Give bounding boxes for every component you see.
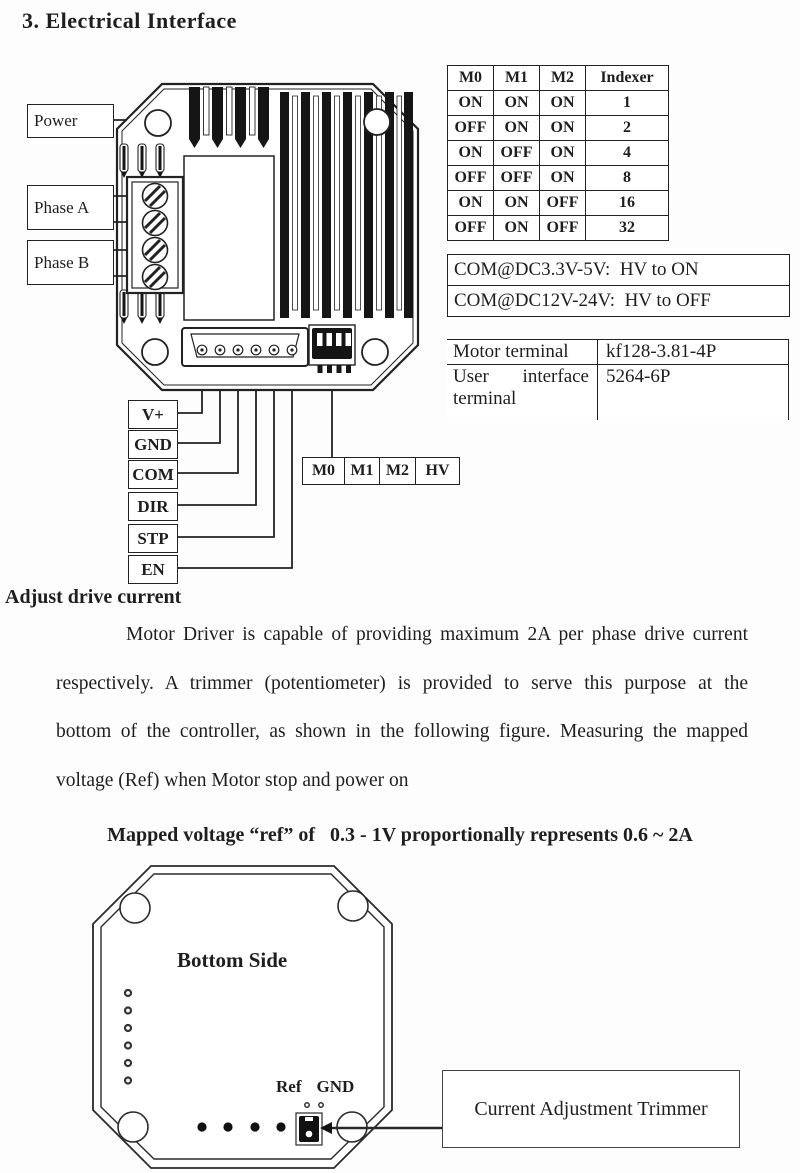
jumper-strip xyxy=(302,457,460,485)
indexer-cell: ON xyxy=(448,191,494,216)
user-interface-connector xyxy=(182,328,308,366)
terminal-type-table xyxy=(447,339,789,420)
indexer-cell: ON xyxy=(540,91,586,116)
ref-label: Ref xyxy=(276,1077,302,1096)
indexer-header-indexer: Indexer xyxy=(586,66,669,91)
trimmer-callout-box xyxy=(442,1070,740,1148)
indexer-cell: 2 xyxy=(586,116,669,141)
indexer-cell: 1 xyxy=(586,91,669,116)
indexer-cell: 16 xyxy=(586,191,669,216)
indexer-cell: OFF xyxy=(540,216,586,241)
body-paragraph xyxy=(56,624,748,818)
gnd-label: GND xyxy=(316,1077,355,1096)
pin-label-gnd: GND xyxy=(128,430,178,459)
indexer-cell: ON xyxy=(540,116,586,141)
paragraph-line: bottom of the controller, as shown in the following figure. Measuring the mapped xyxy=(56,721,748,742)
paragraph-line: respectively. A trimmer (potentiometer) is provided to serve this purpose at the xyxy=(56,672,748,694)
page-title: 3. Electrical Interface xyxy=(22,8,237,33)
jumper-cell-m2: M2 xyxy=(379,458,415,484)
paragraph-line: Motor Driver is capable of providing maximum 2A per phase drive current xyxy=(126,624,748,645)
indexer-header-m2: M2 xyxy=(540,66,586,91)
motor-terminal-block xyxy=(127,177,183,293)
indexer-cell: OFF xyxy=(448,216,494,241)
mapped-voltage-note: Mapped voltage “ref” of 0.3 - 1V proportionally represents 0.6 ~ 2A xyxy=(107,824,693,846)
terminal-row-motor xyxy=(447,340,788,365)
power-callout xyxy=(27,104,114,138)
indexer-row xyxy=(448,116,669,141)
pin-label-en: EN xyxy=(128,555,178,584)
indexer-cell: OFF xyxy=(494,141,540,166)
indexer-cell: ON xyxy=(494,91,540,116)
jumper-cell-hv: HV xyxy=(415,458,459,484)
bottom-side-label: Bottom Side xyxy=(177,948,288,972)
indexer-header-m1: M1 xyxy=(494,66,540,91)
indexer-row xyxy=(448,91,669,116)
terminal-value-motor: kf128-3.81-4P xyxy=(597,340,788,364)
terminal-value-user-interface: 5264-6P xyxy=(597,365,788,420)
indexer-cell: ON xyxy=(540,166,586,191)
indexer-cell: ON xyxy=(494,191,540,216)
com-voltage-table xyxy=(447,254,790,317)
pcb-area xyxy=(184,156,274,320)
indexer-cell: OFF xyxy=(448,116,494,141)
phase-a-label: Phase A xyxy=(34,197,90,217)
indexer-row xyxy=(448,141,669,166)
trimmer-callout-label: Current Adjustment Trimmer xyxy=(474,1097,708,1120)
indexer-cell: ON xyxy=(448,91,494,116)
pin-label-com: COM xyxy=(128,460,178,489)
indexer-header-row xyxy=(448,66,669,91)
indexer-row xyxy=(448,216,669,241)
indexer-cell: 8 xyxy=(586,166,669,191)
indexer-cell: OFF xyxy=(494,166,540,191)
com-row-2: COM@DC12V-24V: HV to OFF xyxy=(454,290,711,311)
phase-b-label: Phase B xyxy=(34,252,90,272)
driver-bottom-view xyxy=(93,866,442,1168)
indexer-row xyxy=(448,191,669,216)
current-adjustment-trimmer xyxy=(296,1113,322,1145)
indexer-cell: ON xyxy=(448,141,494,166)
pin-label-stp: STP xyxy=(128,524,178,553)
jumper-cell-m0: M0 xyxy=(311,462,336,479)
com-row-1: COM@DC3.3V-5V: HV to ON xyxy=(448,255,789,286)
indexer-cell: ON xyxy=(494,216,540,241)
indexer-cell: OFF xyxy=(448,166,494,191)
indexer-row xyxy=(448,166,669,191)
power-label: Power xyxy=(34,111,78,130)
pin-label-vplus: V+ xyxy=(128,400,178,429)
phase-b-callout xyxy=(27,240,114,285)
indexer-cell: 4 xyxy=(586,141,669,166)
indexer-header-m0: M0 xyxy=(448,66,494,91)
pin-label-dir: DIR xyxy=(128,492,178,521)
indexer-cell: 32 xyxy=(586,216,669,241)
indexer-cell: OFF xyxy=(540,191,586,216)
indexer-cell: ON xyxy=(540,141,586,166)
ref-gnd-labels xyxy=(276,1077,354,1097)
indexer-cell: ON xyxy=(494,116,540,141)
indexer-table xyxy=(447,65,669,241)
paragraph-line: voltage (Ref) when Motor stop and power on xyxy=(56,769,409,791)
terminal-row-user-interface xyxy=(447,365,788,420)
terminal-label-motor: Motor terminal xyxy=(453,341,569,362)
jumper-cell-m1: M1 xyxy=(344,458,379,484)
terminal-label-user-interface: User interface terminal xyxy=(453,366,589,409)
phase-a-callout xyxy=(27,185,114,230)
section-heading-adjust-drive-current: Adjust drive current xyxy=(5,586,182,608)
